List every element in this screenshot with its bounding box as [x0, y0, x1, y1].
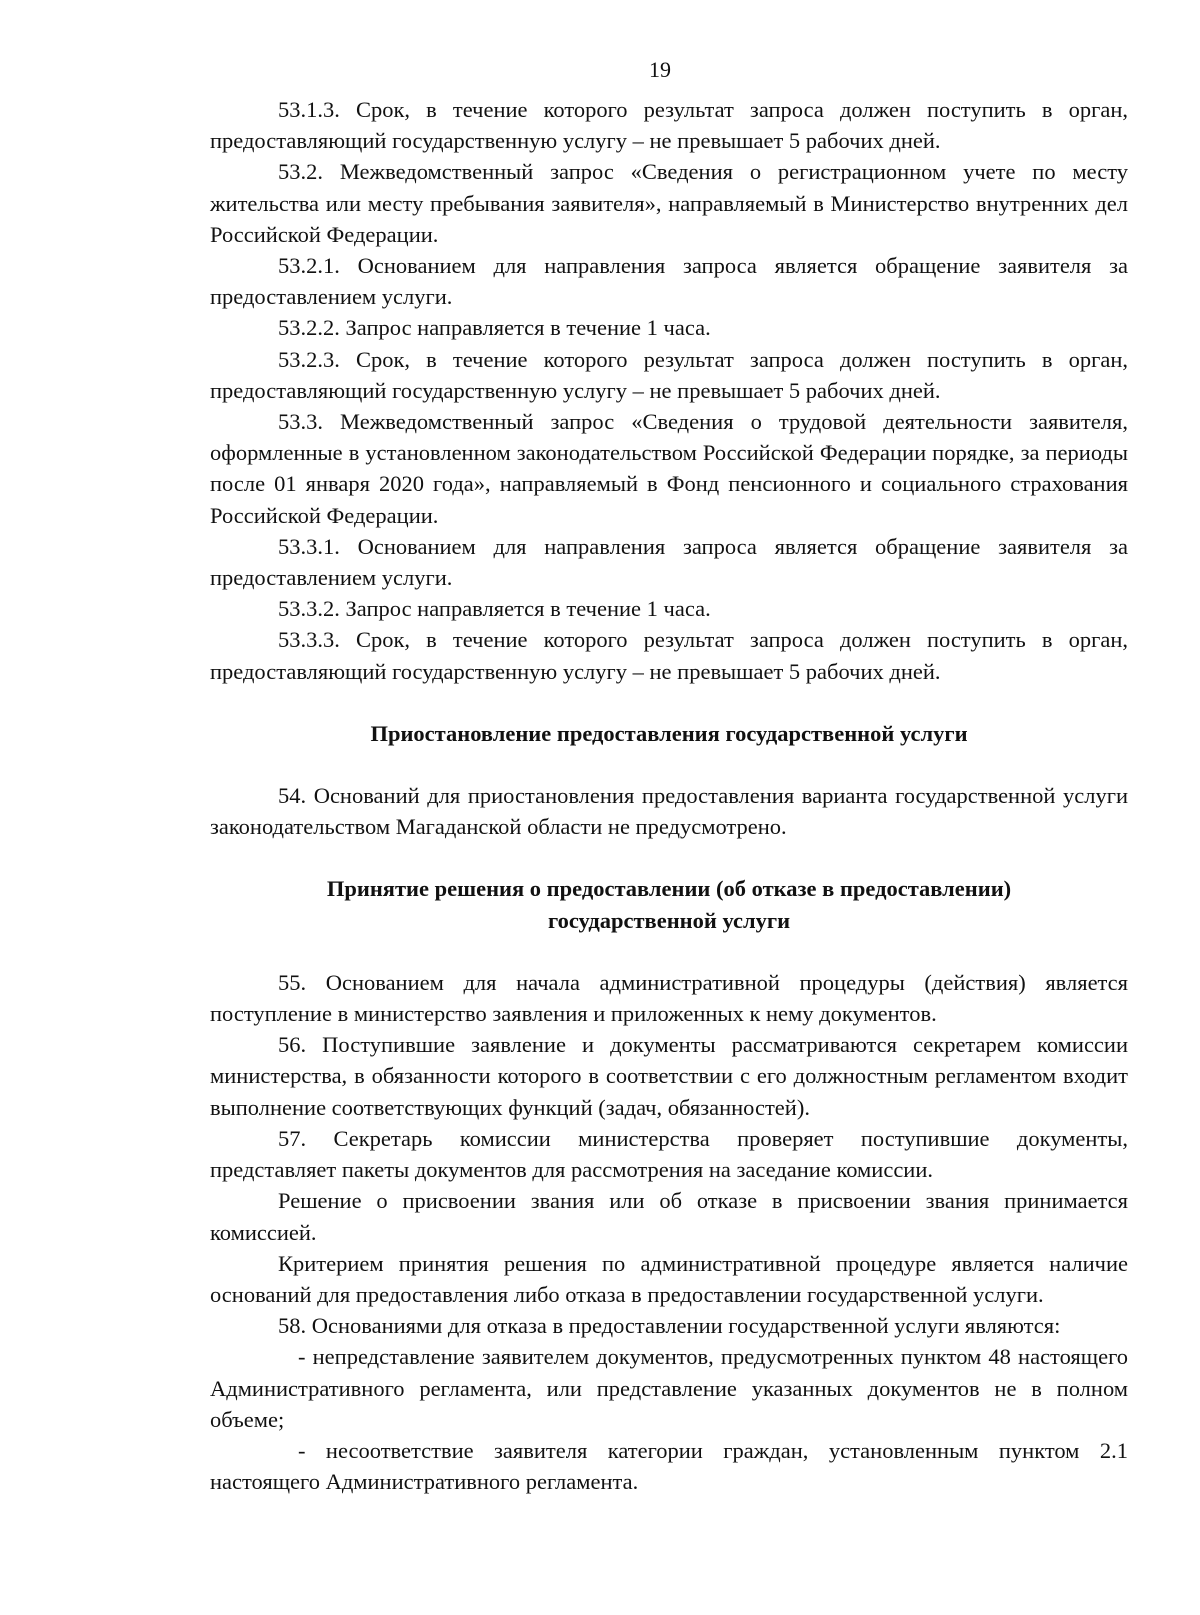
list-item-58-1: - непредставление заявителем документов, предусмотренных пунктом 48 настоящего Административного регламента, или представление указанных документов не в полном объеме;	[210, 1344, 1128, 1432]
paragraph-54: 54. Оснований для приостановления предоставления варианта государственной услуги законодательством Магаданской области не предусмотрено.	[210, 783, 1128, 840]
section-heading-suspension: Приостановление предоставления государственной услуги	[370, 720, 968, 746]
paragraph-53-3-3: 53.3.3. Срок, в течение которого результат запроса должен поступить в орган, предоставляющий государственную услугу – не превышает 5 рабочих дней.	[210, 627, 1128, 684]
paragraph-56: 56. Поступившие заявление и документы рассматриваются секретарем комиссии министерства, в обязанности которого в соответствии с его должностным регламентом входит выполнение соответствующих функций (задач, обязанностей).	[210, 1032, 1128, 1120]
paragraph-57-decision: Решение о присвоении звания или об отказе в присвоении звания принимается комиссией.	[210, 1188, 1128, 1245]
paragraph-53-2-3: 53.2.3. Срок, в течение которого результат запроса должен поступить в орган, предоставляющий государственную услугу – не превышает 5 рабочих дней.	[210, 346, 1128, 403]
paragraph-53-3-2: 53.3.2. Запрос направляется в течение 1 часа.	[278, 596, 711, 622]
spacer	[210, 687, 1128, 718]
paragraph-55: 55. Основанием для начала административной процедуры (действия) является поступление в министерство заявления и приложенных к нему документов.	[210, 969, 1128, 1027]
spacer	[210, 936, 1128, 967]
section-heading-decision-line2: государственной услуги	[547, 907, 791, 933]
paragraph-53-2-1: 53.2.1. Основанием для направления запроса является обращение заявителя за предоставлением услуги.	[210, 253, 1128, 310]
document-body	[210, 94, 1128, 1497]
paragraph-57: 57. Секретарь комиссии министерства проверяет поступившие документы, представляет пакеты документов для рассмотрения на заседание комиссии.	[210, 1125, 1128, 1183]
page-number: 19	[649, 57, 671, 82]
list-item-58-2: - несоответствие заявителя категории граждан, установленным пунктом 2.1 настоящего Административного регламента.	[210, 1437, 1128, 1495]
paragraph-53-2-2: 53.2.2. Запрос направляется в течение 1 часа.	[278, 315, 711, 341]
paragraph-53-3-1: 53.3.1. Основанием для направления запроса является обращение заявителя за предоставлением услуги.	[210, 533, 1128, 591]
paragraph-53-1-3: 53.1.3. Срок, в течение которого результат запроса должен поступить в орган, предоставляющий государственную услугу – не превышает 5 рабочих дней.	[210, 97, 1128, 154]
spacer	[210, 749, 1128, 780]
section-heading-decision-line1: Принятие решения о предоставлении (об отказе в предоставлении)	[326, 876, 1012, 902]
paragraph-53-3: 53.3. Межведомственный запрос «Сведения о трудовой деятельности заявителя, оформленные в установленном законодательством Российской Федерации порядке, за периоды после 01 января 2020 года», направляемый в Фонд пенсионного и социального страхования Российской Федерации.	[210, 409, 1128, 528]
paragraph-53-2: 53.2. Межведомственный запрос «Сведения о регистрационном учете по месту жительства или месту пребывания заявителя», направляемый в Министерство внутренних дел Российской Федерации.	[210, 159, 1128, 247]
paragraph-58: 58. Основаниями для отказа в предоставлении государственной услуги являются:	[278, 1313, 1061, 1339]
spacer	[210, 842, 1128, 873]
paragraph-57-criterion: Критерием принятия решения по административной процедуре является наличие оснований для предоставления либо отказа в предоставлении государственной услуги.	[210, 1250, 1128, 1307]
